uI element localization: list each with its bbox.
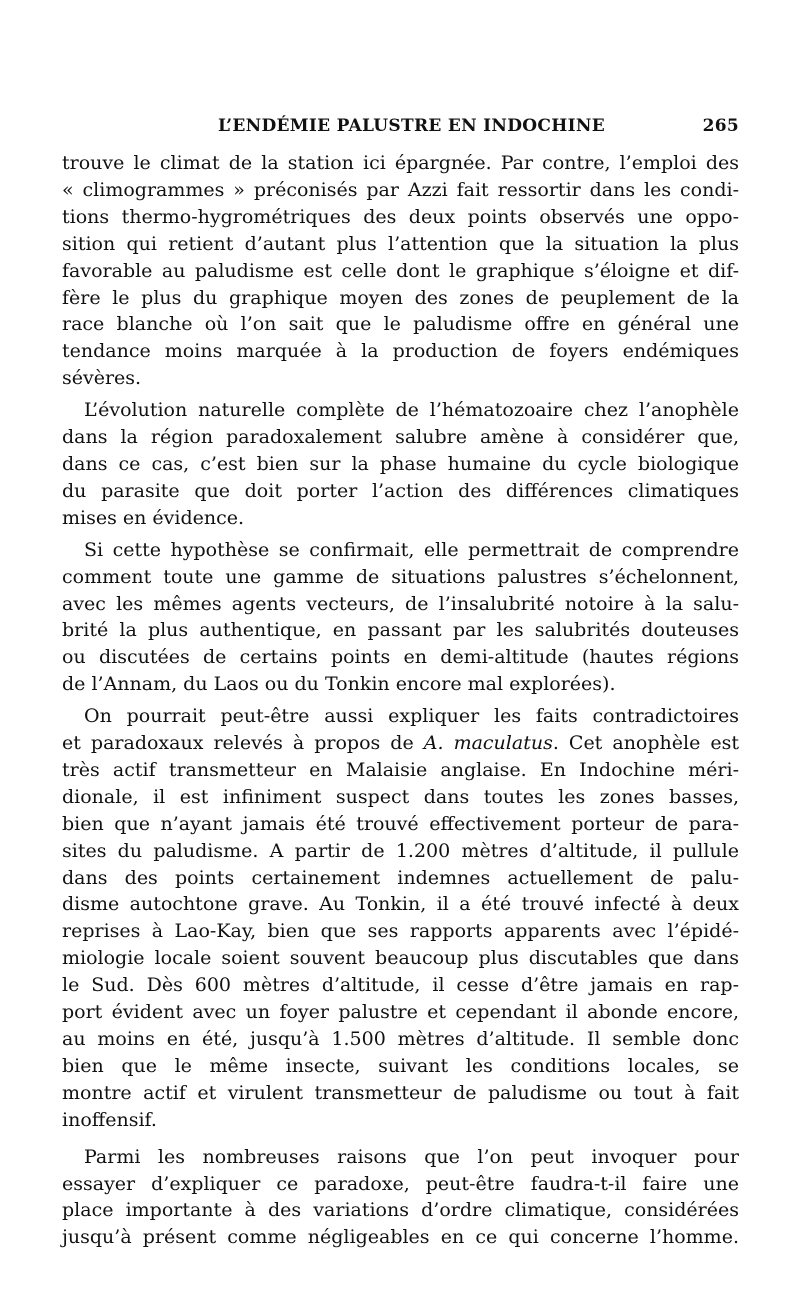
text-line: race blanche où l’on sait que le paludisme offre en général une [62,313,739,336]
text-line: avec les mêmes agents vecteurs, de l’insalubrité notoire à la salu- [62,592,739,615]
text-line: place importante à des variations d’ordre climatique, considérées [62,1199,739,1222]
text-line: tions thermo-hygrométriques des deux points observés une oppo- [62,205,739,228]
text-line: mises en évidence. [62,506,245,529]
text-line: au moins en été, jusqu’à 1.500 mètres d’altitude. Il semble donc [62,1028,739,1050]
text-line: brité la plus authentique, en passant par les salubrités douteuses [62,619,739,642]
text-line: le Sud. Dès 600 mètres d’altitude, il cesse d’être jamais en rap- [62,974,739,997]
paragraph-5 [62,1144,739,1252]
text-line: sites du paludisme. A partir de 1.200 mètres d’altitude, il pullule [62,839,739,862]
text-line: Si cette hypothèse se confirmait, elle permettrait de comprendre [84,538,739,561]
text-line: sition qui retient d’autant plus l’attention que la situation la plus [62,232,739,255]
text-line: « climogrammes » préconisés par Azzi fait ressortir dans les condi- [62,178,739,201]
text-line: On pourrait peut-être aussi expliquer les faits contradictoires [84,705,739,728]
text-line: comment toute une gamme de situations palustres s’échelonnent, [62,565,739,588]
running-header [62,110,739,140]
text-line: reprises à Lao-Kay, bien que ses rapports apparents avec l’épidé- [62,920,739,943]
text-line: trouve le climat de la station ici épargnée. Par contre, l’emploi des [62,152,739,174]
text-line: du parasite que doit porter l’action des différences climatiques [62,479,739,502]
book-page [62,110,739,1251]
species-name: A. maculatus [423,732,553,755]
text-line [62,730,739,757]
paragraph-3 [62,537,739,698]
text-segment: et paradoxaux relevés à propos de [62,732,424,755]
text-line: bien que le même insecte, suivant les conditions locales, se [62,1054,739,1077]
text-line: dans ce cas, c’est bien sur la phase humaine du cycle biologique [62,452,739,475]
text-line: dans des points certainement indemnes actuellement de palu- [62,866,739,889]
text-line: fère le plus du graphique moyen des zones de peuplement de la [62,286,739,309]
text-line: dionale, il est infiniment suspect dans toutes les zones basses, [62,785,739,808]
text-line: essayer d’expliquer ce paradoxe, peut-être faudra-t-il faire une [62,1172,739,1195]
text-line: tendance moins marquée à la production de foyers endémiques [62,340,739,363]
paragraph-4 [62,703,739,1134]
paragraph-2 [62,397,739,532]
text-line: Parmi les nombreuses raisons que l’on peut invoquer pour [84,1145,739,1168]
text-line: dans la région paradoxalement salubre amène à considérer que, [62,426,739,449]
text-line: ou discutées de certains points en demi-altitude (hautes régions [62,646,739,669]
text-line: sévères. [62,367,142,390]
page-number: 265 [702,116,739,136]
text-line: port évident avec un foyer palustre et cependant il abonde encore, [62,1001,739,1024]
text-line: bien que n’ayant jamais été trouvé effectivement porteur de para- [62,812,739,835]
text-line: montre actif et virulent transmetteur de paludisme ou tout à fait [62,1081,739,1104]
text-line: très actif transmetteur en Malaisie anglaise. En Indochine méri- [62,758,739,781]
text-line: inoffensif. [62,1108,157,1131]
text-line: de l’Annam, du Laos ou du Tonkin encore mal explorées). [62,673,616,696]
running-title: L’ENDÉMIE PALUSTRE EN INDOCHINE [218,116,605,136]
text-line: disme autochtone grave. Au Tonkin, il a été trouvé infecté à deux [62,893,739,916]
text-line: favorable au paludisme est celle dont le graphique s’éloigne et dif- [62,259,739,282]
paragraph-1 [62,150,739,392]
text-segment: . Cet anophèle est [552,732,739,755]
text-line: miologie locale soient souvent beaucoup plus discutables que dans [62,947,739,970]
text-line: jusqu’à présent comme négligeables en ce qui concerne l’homme. [62,1226,739,1249]
text-line: L’évolution naturelle complète de l’hématozoaire chez l’anophèle [84,399,739,422]
